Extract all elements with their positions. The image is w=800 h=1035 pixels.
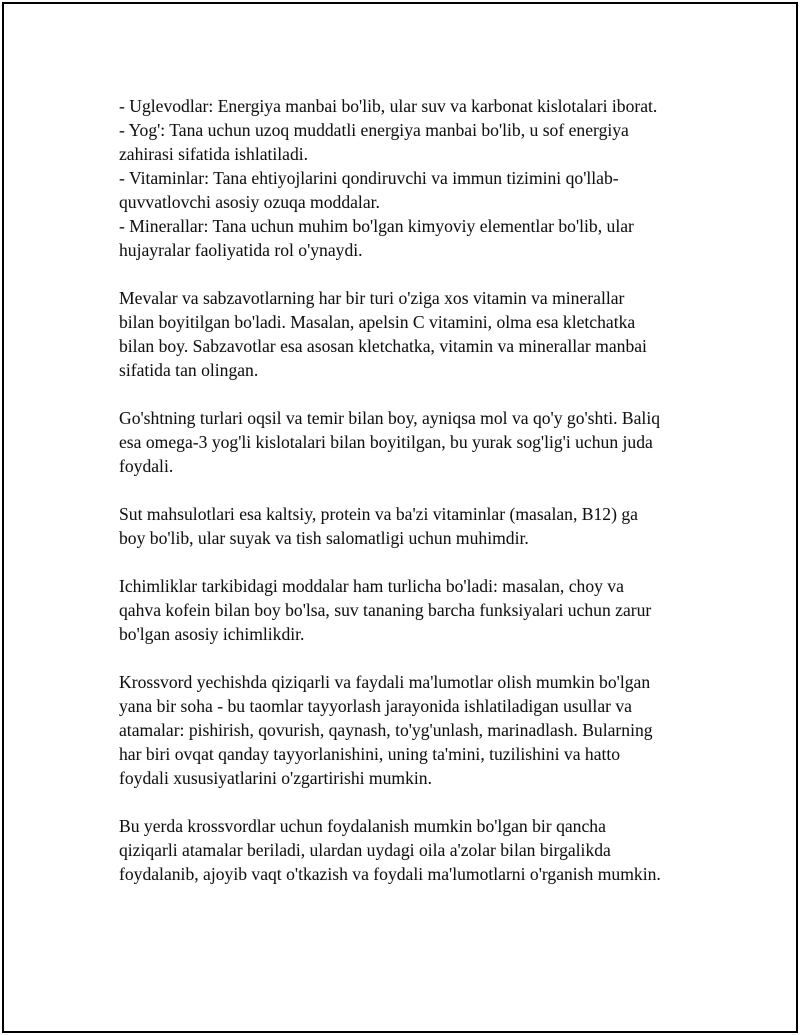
text-line: foydalanib, ajoyib vaqt o'tkazish va foydali ma'lumotlarni o'rganish mumkin. <box>119 864 661 884</box>
text-line: Ichimliklar tarkibidagi moddalar ham turlicha bo'ladi: masalan, choy va <box>119 576 624 596</box>
text-line: esa omega-3 yog'li kislotalari bilan boyitilgan, bu yurak sog'lig'i uchun juda <box>119 432 653 452</box>
paragraph-drinks <box>119 574 699 646</box>
paragraph-meat-fish <box>119 406 699 478</box>
document-body <box>119 94 699 886</box>
text-line: - Yog': Tana uchun uzoq muddatli energiya manbai bo'lib, u sof energiya <box>119 120 629 140</box>
text-line: quvvatlovchi asosiy ozuqa moddalar. <box>119 192 380 212</box>
text-line: bo'lgan asosiy ichimlikdir. <box>119 624 305 644</box>
document-page <box>2 2 798 1033</box>
text-line: hujayralar faoliyatida rol o'ynaydi. <box>119 240 363 260</box>
text-line: boy bo'lib, ular suyak va tish salomatligi uchun muhimdir. <box>119 528 529 548</box>
paragraph-cooking-methods <box>119 670 699 790</box>
text-line: Go'shtning turlari oqsil va temir bilan boy, ayniqsa mol va qo'y go'shti. Baliq <box>119 408 661 428</box>
text-line: har biri ovqat qanday tayyorlanishini, uning ta'mini, tuzilishini va hatto <box>119 744 621 764</box>
text-line: sifatida tan olingan. <box>119 360 259 380</box>
text-line: Bu yerda krossvordlar uchun foydalanish mumkin bo'lgan bir qancha <box>119 816 606 836</box>
text-line: atamalar: pishirish, qovurish, qaynash, to'yg'unlash, marinadlash. Bularning <box>119 720 653 740</box>
paragraph-nutrients <box>119 94 699 262</box>
text-line: qahva kofein bilan boy bo'lsa, suv tananing barcha funksiyalari uchun zarur <box>119 600 652 620</box>
text-line: - Uglevodlar: Energiya manbai bo'lib, ular suv va karbonat kislotalari iborat. <box>119 96 658 116</box>
paragraph-fruits-vegetables <box>119 286 699 382</box>
text-line: yana bir soha - bu taomlar tayyorlash jarayonida ishlatiladigan usullar va <box>119 696 632 716</box>
text-line: foydali xususiyatlarini o'zgartirishi mumkin. <box>119 768 432 788</box>
text-line: Mevalar va sabzavotlarning har bir turi o'ziga xos vitamin va minerallar <box>119 288 625 308</box>
text-line: bilan boy. Sabzavotlar esa asosan kletchatka, vitamin va minerallar manbai <box>119 336 647 356</box>
text-line: Sut mahsulotlari esa kaltsiy, protein va ba'zi vitaminlar (masalan, B12) ga <box>119 504 638 524</box>
paragraph-dairy <box>119 502 699 550</box>
text-line: bilan boyitilgan bo'ladi. Masalan, apelsin C vitamini, olma esa kletchatka <box>119 312 636 332</box>
paragraph-crossword-terms <box>119 814 699 886</box>
text-line: qiziqarli atamalar beriladi, ulardan uydagi oila a'zolar bilan birgalikda <box>119 840 611 860</box>
text-line: Krossvord yechishda qiziqarli va faydali ma'lumotlar olish mumkin bo'lgan <box>119 672 651 692</box>
text-line: - Minerallar: Tana uchun muhim bo'lgan kimyoviy elementlar bo'lib, ular <box>119 216 634 236</box>
text-line: - Vitaminlar: Tana ehtiyojlarini qondiruvchi va immun tizimini qo'llab- <box>119 168 619 188</box>
text-line: zahirasi sifatida ishlatiladi. <box>119 144 309 164</box>
text-line: foydali. <box>119 456 174 476</box>
